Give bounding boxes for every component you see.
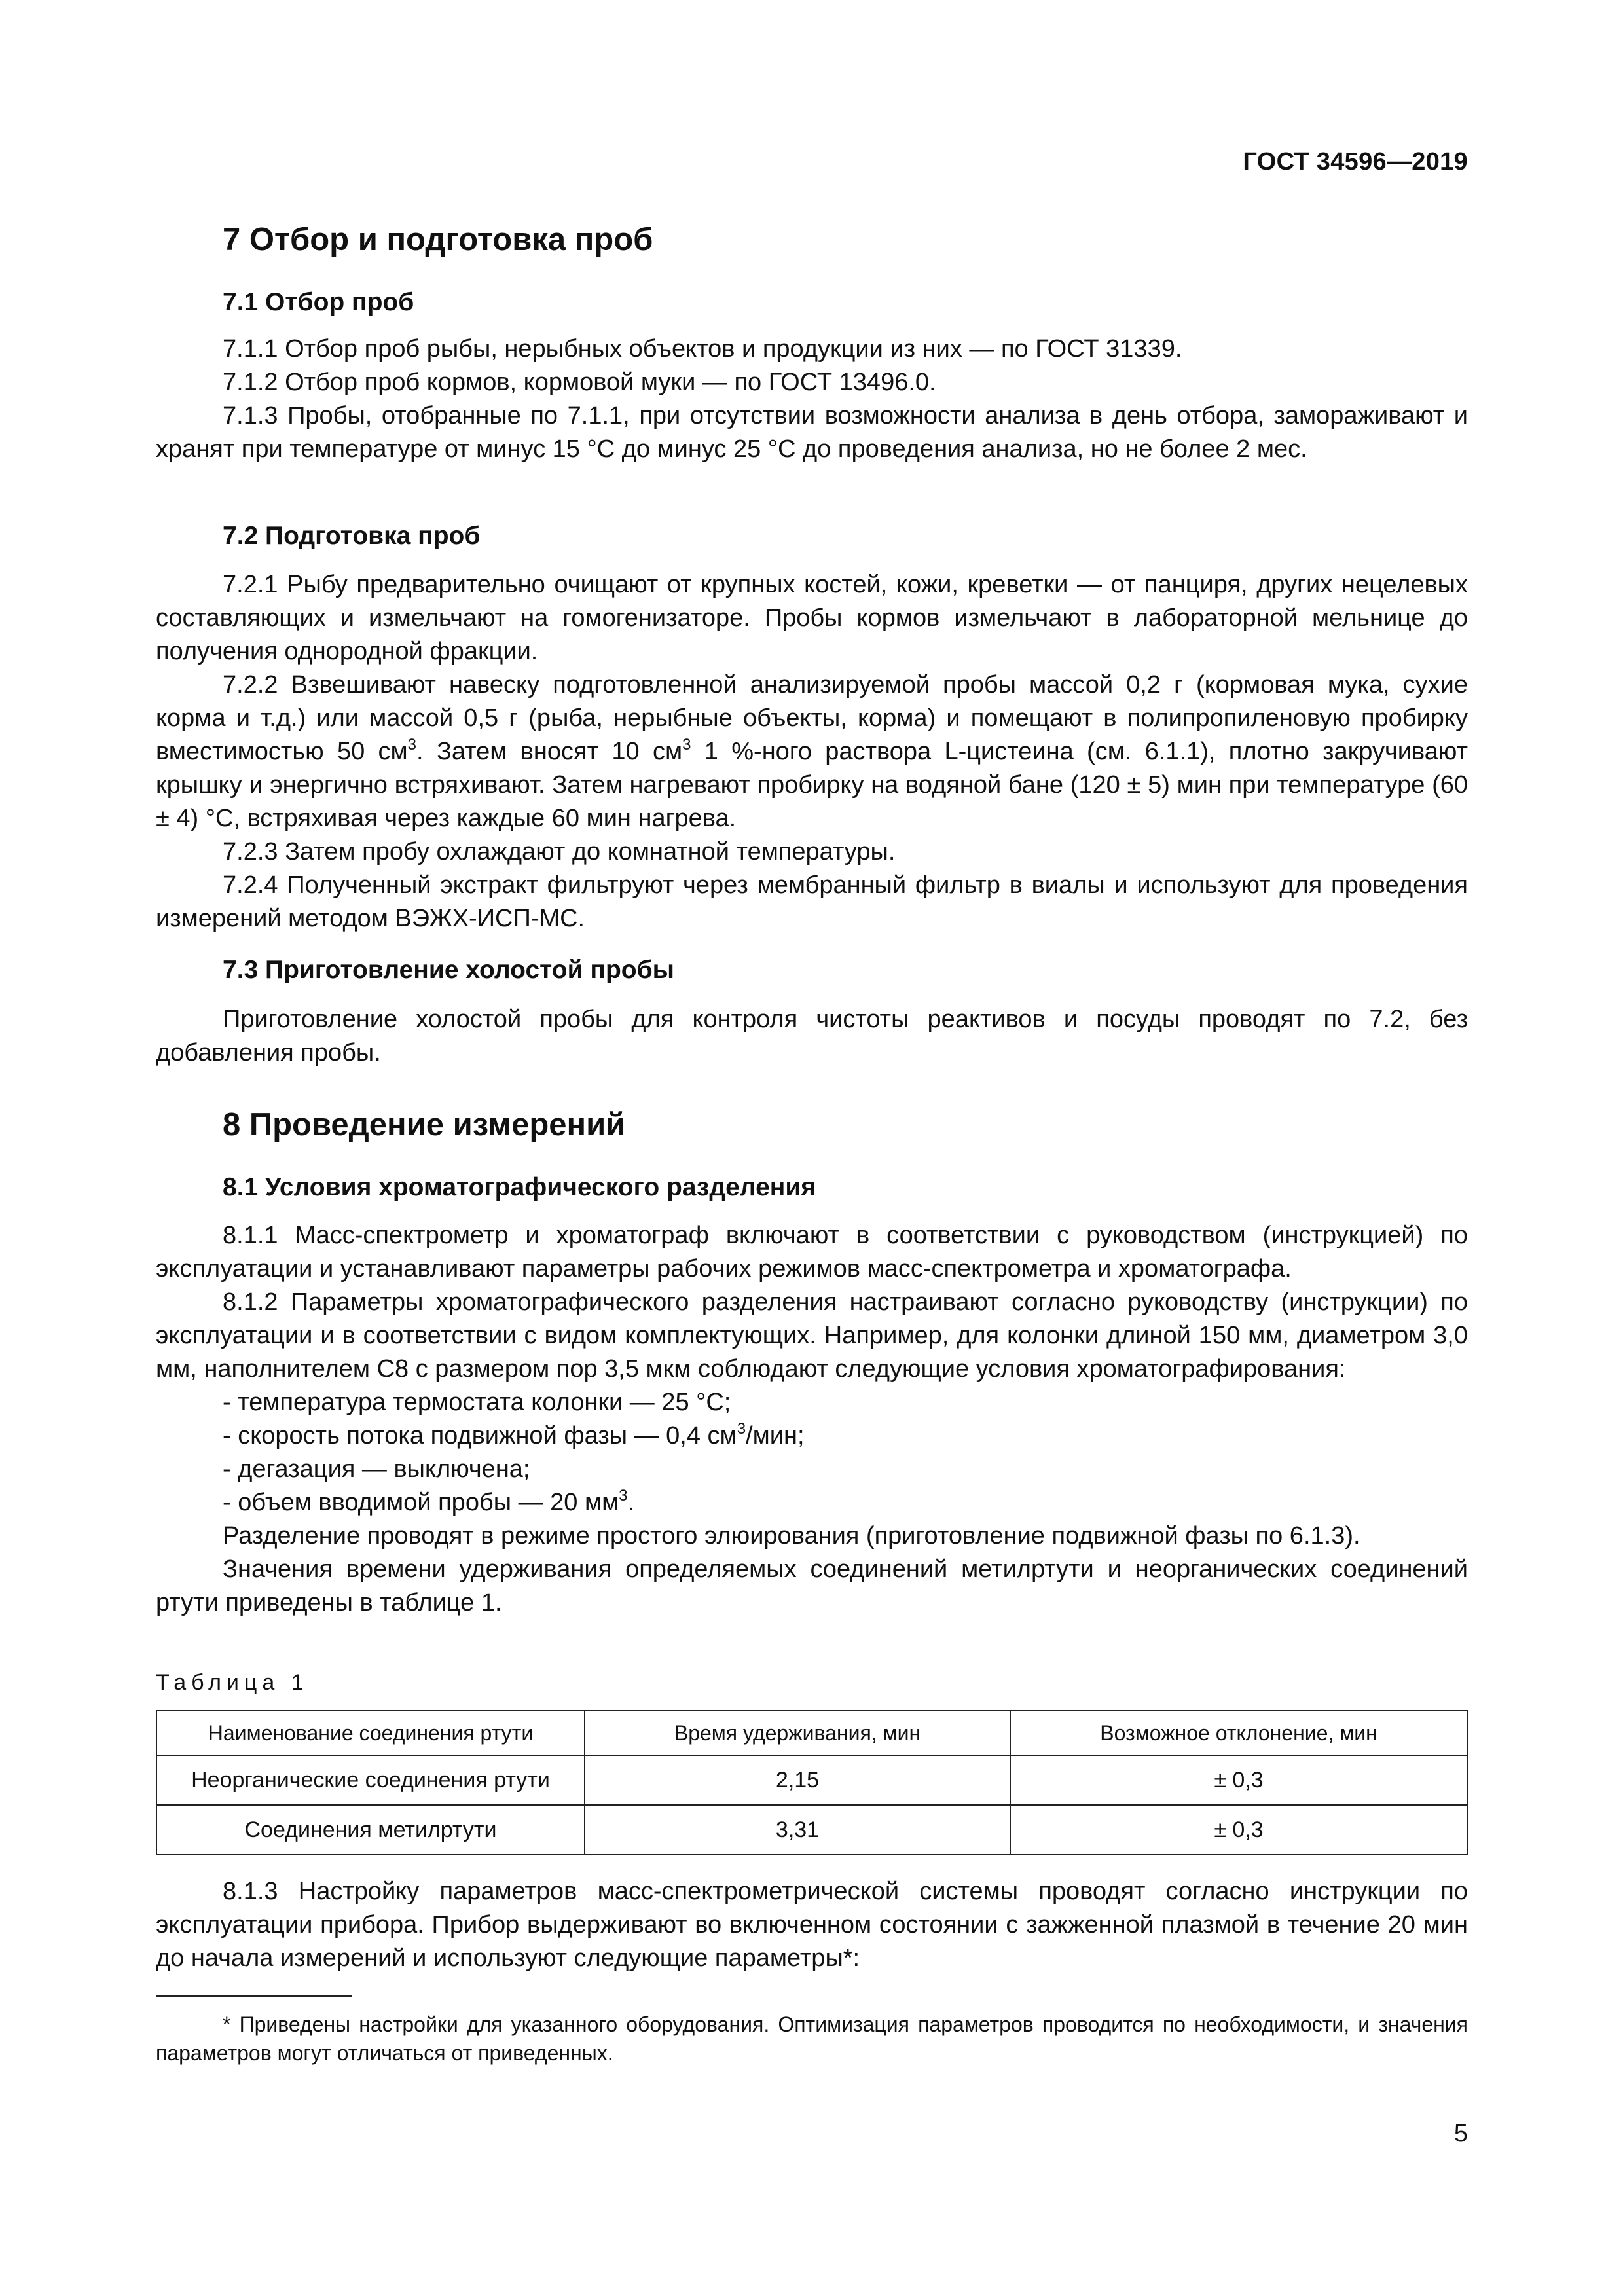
text-run: - объем вводимой пробы — 20 мм [223, 1489, 619, 1516]
text-run: 7.2.2 Взвешивают навеску подготовленной анализируемой пробы массой 0,2 г (кормовая мука, сухие корма и т.д.) или массой 0,5 г (рыба, нерыбные объекты, корма) и помещают в полипропиленовую пробирку вместимостью 50 см [156, 671, 1468, 765]
page-header-standard: ГОСТ 34596—2019 [1243, 148, 1468, 175]
superscript: 3 [407, 736, 417, 754]
section-8-title: 8 Проведение измерений [223, 1107, 626, 1142]
paragraph-7-2-3: 7.2.3 Затем пробу охлаждают до комнатной температуры. [223, 838, 896, 866]
text-run: - скорость потока подвижной фазы — 0,4 см [223, 1422, 737, 1449]
list-item: - дегазация — выключена; [223, 1455, 530, 1483]
list-item [156, 1486, 1468, 1520]
table-cell: 2,15 [585, 1755, 1010, 1805]
section-7-3-body [156, 1003, 1468, 1070]
paragraph-8-1-1: 8.1.1 Масс-спектрометр и хроматограф включают в соответствии с руководством (инструкцией) по эксплуатации и устанавливают параметры рабочих режимов масс-спектрометра и хроматографа. [156, 1222, 1468, 1283]
text-run: 1 %-ного раствора L-цистеина (см. 6.1.1), плотно закручивают крышку и энергично встряхивают. Затем нагревают пробирку на водяной бане (120 ± 5) мин при температуре (60 ± 4) °С, встряхивая через каждые 60 мин нагрева. [156, 738, 1468, 832]
table-row [156, 1755, 1467, 1805]
section-7-2-body [156, 568, 1468, 936]
text-run: . Затем вносят 10 см [416, 738, 683, 765]
page-number: 5 [1453, 2120, 1468, 2147]
superscript: 3 [619, 1487, 628, 1504]
paragraph: Значения времени удерживания определяемых соединений метилртути и неорганических соединений ртути приведены в таблице 1. [156, 1556, 1468, 1616]
section-8-1-body [156, 1219, 1468, 1620]
table-caption: Таблица 1 [156, 1670, 309, 1695]
list-item: - температура термостата колонки — 25 °С; [223, 1389, 731, 1416]
paragraph-7-1-3: 7.1.3 Пробы, отобранные по 7.1.1, при отсутствии возможности анализа в день отбора, замораживают и хранят при температуре от минус 15 °С до минус 25 °С до проведения анализа, но не более 2 мес. [156, 402, 1468, 463]
paragraph-7-1-2: 7.1.2 Отбор проб кормов, кормовой муки — по ГОСТ 13496.0. [223, 369, 936, 396]
table-row [156, 1805, 1467, 1855]
text-run: /мин; [746, 1422, 805, 1449]
paragraph-7-1-1: 7.1.1 Отбор проб рыбы, нерыбных объектов и продукции из них — по ГОСТ 31339. [223, 335, 1182, 363]
column-header: Наименование соединения ртути [156, 1711, 585, 1755]
paragraph: Разделение проводят в режиме простого элюирования (приготовление подвижной фазы по 6.1.3). [223, 1522, 1360, 1550]
section-7-1-body [156, 333, 1468, 466]
superscript: 3 [682, 736, 691, 754]
list-item [156, 1419, 1468, 1453]
footnote-divider [156, 1995, 352, 1997]
table-header-row [156, 1711, 1467, 1755]
table-cell: Неорганические соединения ртути [156, 1755, 585, 1805]
column-header: Возможное отклонение, мин [1010, 1711, 1467, 1755]
paragraph-7-3: Приготовление холостой пробы для контроля чистоты реактивов и посуды проводят по 7.2, без добавления пробы. [156, 1006, 1468, 1066]
section-7-2-title: 7.2 Подготовка проб [223, 522, 481, 550]
text-run: . [627, 1489, 635, 1516]
section-7-1-title: 7.1 Отбор проб [223, 288, 414, 316]
footnote-text: * Приведены настройки для указанного оборудования. Оптимизация параметров проводится по необходимости, и значения параметров могут отличаться от приведенных. [156, 2013, 1468, 2065]
table-cell: 3,31 [585, 1805, 1010, 1855]
superscript: 3 [737, 1420, 746, 1438]
footnote [156, 2010, 1468, 2068]
column-header: Время удерживания, мин [585, 1711, 1010, 1755]
retention-time-table [156, 1710, 1468, 1855]
paragraph-8-1-2: 8.1.2 Параметры хроматографического разделения настраивают согласно руководству (инструкции) по эксплуатации и в соответствии с видом комплектующих. Например, для колонки длиной 150 мм, диаметром 3,0 мм, наполнителем С8 с размером пор 3,5 мкм соблюдают следующие условия хроматографирования: [156, 1288, 1468, 1383]
paragraph-7-2-4: 7.2.4 Полученный экстракт фильтруют через мембранный фильтр в виалы и используют для проведения измерений методом ВЭЖХ-ИСП-МС. [156, 871, 1468, 932]
table-cell: ± 0,3 [1010, 1805, 1467, 1855]
table-cell: Соединения метилртути [156, 1805, 585, 1855]
section-7-3-title: 7.3 Приготовление холостой пробы [223, 956, 674, 984]
paragraph-7-2-2 [156, 668, 1468, 835]
paragraph-8-1-3: 8.1.3 Настройку параметров масс-спектрометрической системы проводят согласно инструкции по эксплуатации прибора. Прибор выдерживают во включенном состоянии с зажженной плазмой в течение 20 мин до начала измерений и используют следующие параметры*: [156, 1878, 1468, 1972]
section-7-title: 7 Отбор и подготовка проб [223, 222, 653, 257]
section-8-1-title: 8.1 Условия хроматографического разделения [223, 1173, 816, 1201]
paragraph-7-2-1: 7.2.1 Рыбу предварительно очищают от крупных костей, кожи, креветки — от панциря, других нецелевых составляющих и измельчают на гомогенизаторе. Пробы кормов измельчают в лабораторной мельнице до получения однородной фракции. [156, 571, 1468, 665]
section-8-1-3-body [156, 1875, 1468, 1975]
table-cell: ± 0,3 [1010, 1755, 1467, 1805]
